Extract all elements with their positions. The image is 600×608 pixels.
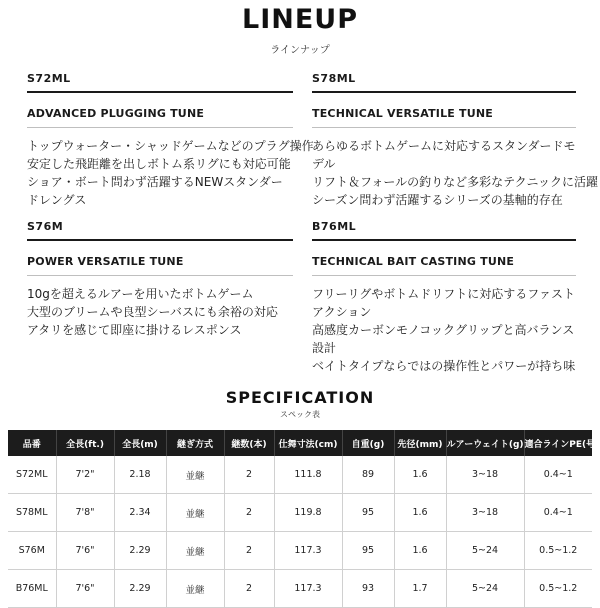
model-description <box>312 285 576 375</box>
specification-subtitle: スペック表 <box>280 410 320 419</box>
table-cell: 119.8 <box>274 494 342 532</box>
table-cell: B76ML <box>8 570 56 608</box>
model-tune: ADVANCED PLUGGING TUNE <box>27 107 205 120</box>
table-cell: 2 <box>224 570 274 608</box>
table-cell: 並継 <box>166 570 224 608</box>
table-cell: 並継 <box>166 456 224 494</box>
model-code: S76M <box>27 220 64 233</box>
description-line: フリーリグやボトムドリフトに対応するファストアクション <box>312 287 576 319</box>
table-cell: 7'2" <box>56 456 114 494</box>
model-card-b76ml <box>312 218 576 375</box>
table-cell: 3~18 <box>446 456 524 494</box>
model-tune: TECHNICAL BAIT CASTING TUNE <box>312 255 515 268</box>
model-card-s76m <box>27 218 293 339</box>
table-cell: 0.5~1.2 <box>524 570 592 608</box>
lineup-subtitle: ラインナップ <box>270 45 330 56</box>
model-card-s72ml <box>27 70 314 209</box>
description-line: リフト＆フォールの釣りなど多彩なテクニックに活躍 <box>312 175 598 189</box>
table-row <box>8 494 592 532</box>
column-header: 全長(m) <box>114 430 166 456</box>
description-line: アタリを感じて即座に掛けるレスポンス <box>27 323 242 337</box>
table-cell: 2.29 <box>114 570 166 608</box>
table-cell: S78ML <box>8 494 56 532</box>
specification-table <box>8 430 600 608</box>
table-cell: 7'6" <box>56 532 114 570</box>
table-header-row <box>8 430 592 456</box>
model-card-s78ml <box>312 70 598 209</box>
description-line: 安定した飛距離を出しボトム系リグにも対応可能 <box>27 157 291 171</box>
table-row <box>8 532 592 570</box>
model-description <box>312 137 598 209</box>
divider <box>312 275 576 276</box>
model-description <box>27 285 293 339</box>
column-header: 継ぎ方式 <box>166 430 224 456</box>
table-cell: 117.3 <box>274 570 342 608</box>
table-cell: 0.4~1 <box>524 494 592 532</box>
divider <box>312 127 576 128</box>
table-cell: 2.34 <box>114 494 166 532</box>
column-header: 先径(mm) <box>394 430 446 456</box>
table-cell: 95 <box>342 532 394 570</box>
table-row <box>8 570 592 608</box>
description-line: 10gを超えるルアーを用いたボトムゲーム <box>27 287 254 301</box>
table-cell: 2.29 <box>114 532 166 570</box>
table-cell: 並継 <box>166 532 224 570</box>
divider <box>27 275 293 276</box>
column-header: 全長(ft.) <box>56 430 114 456</box>
table-cell: 1.7 <box>394 570 446 608</box>
divider <box>27 91 293 93</box>
table-cell: 2 <box>224 494 274 532</box>
table-cell: 111.8 <box>274 456 342 494</box>
description-line: ベイトタイプならではの操作性とパワーが持ち味 <box>312 359 576 373</box>
description-line: シーズン問わず活躍するシリーズの基軸的存在 <box>312 193 563 207</box>
model-description <box>27 137 314 209</box>
table-row <box>8 456 592 494</box>
model-code: S78ML <box>312 72 356 85</box>
table-cell: 0.4~1 <box>524 456 592 494</box>
description-line: トップウォーター・シャッドゲームなどのプラグ操作 <box>27 139 314 153</box>
description-line: あらゆるボトムゲームに対応するスタンダードモデル <box>312 139 576 171</box>
divider <box>27 127 293 128</box>
divider <box>312 239 576 241</box>
column-header: 品番 <box>8 430 56 456</box>
table-cell: 1.6 <box>394 456 446 494</box>
table-cell: 5~24 <box>446 570 524 608</box>
table-cell: 3~18 <box>446 494 524 532</box>
table-cell: 95 <box>342 494 394 532</box>
divider <box>312 91 576 93</box>
divider <box>27 239 293 241</box>
lineup-title: LINEUP <box>241 4 358 35</box>
table-cell: 0.5~1.2 <box>524 532 592 570</box>
description-line: 大型のブリームや良型シーバスにも余裕の対応 <box>27 305 278 319</box>
column-header: 適合ラインPE(号) <box>524 430 592 456</box>
table-cell: 1.6 <box>394 532 446 570</box>
column-header: 自重(g) <box>342 430 394 456</box>
table-cell: S76M <box>8 532 56 570</box>
specification-title: SPECIFICATION <box>225 388 375 407</box>
model-code: B76ML <box>312 220 357 233</box>
description-line: 高感度カーボンモノコックグリップと高バランス設計 <box>312 323 575 355</box>
description-line: ショア・ボート問わず活躍するNEWスタンダードレングス <box>27 175 283 207</box>
table-cell: 7'6" <box>56 570 114 608</box>
model-code: S72ML <box>27 72 71 85</box>
table-cell: 89 <box>342 456 394 494</box>
table-cell: 2 <box>224 532 274 570</box>
table-cell: 2 <box>224 456 274 494</box>
model-tune: TECHNICAL VERSATILE TUNE <box>312 107 494 120</box>
column-header: 継数(本) <box>224 430 274 456</box>
model-tune: POWER VERSATILE TUNE <box>27 255 184 268</box>
table-cell: 93 <box>342 570 394 608</box>
table-cell: 117.3 <box>274 532 342 570</box>
table-cell: 7'8" <box>56 494 114 532</box>
table-cell: 並継 <box>166 494 224 532</box>
column-header: 仕舞寸法(cm) <box>274 430 342 456</box>
table-cell: 2.18 <box>114 456 166 494</box>
table-cell: S72ML <box>8 456 56 494</box>
table-cell: 5~24 <box>446 532 524 570</box>
table-cell: 1.6 <box>394 494 446 532</box>
column-header: ルアーウェイト(g) <box>446 430 524 456</box>
